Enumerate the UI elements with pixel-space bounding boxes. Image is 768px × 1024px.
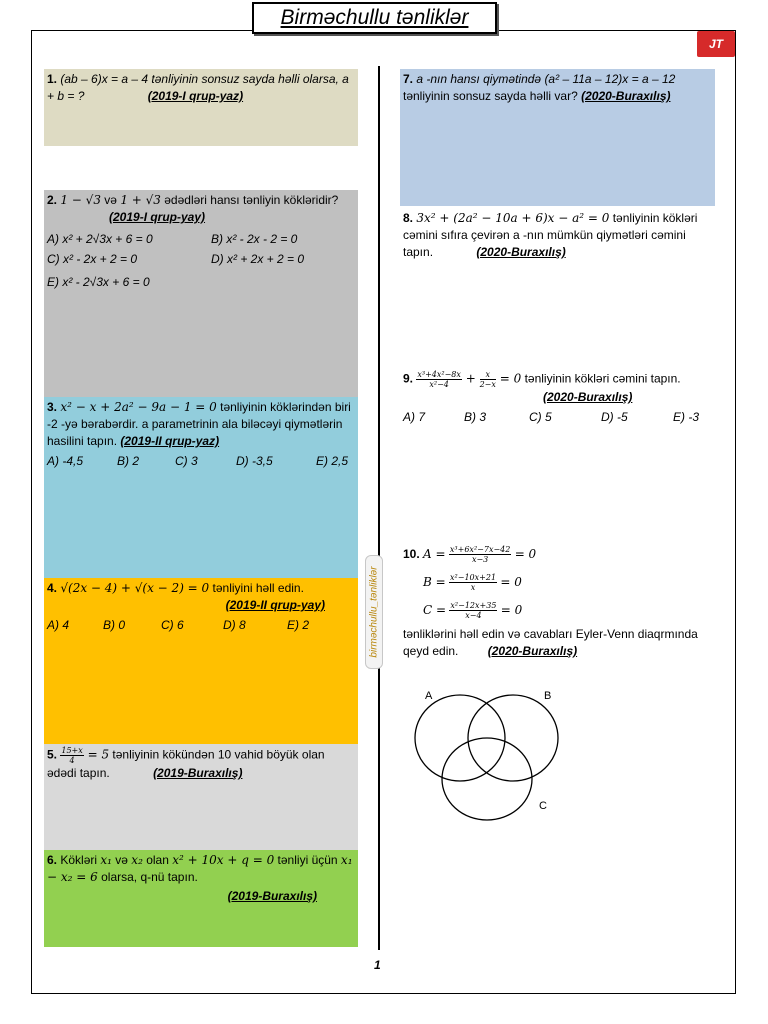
plus-sign: +: [461, 371, 480, 386]
option-a[interactable]: A) -4,5: [47, 454, 84, 468]
question-6: [44, 850, 358, 947]
question-5: [44, 744, 358, 850]
question-number: 7.: [403, 72, 414, 86]
option-d[interactable]: D) x² + 2x + 2 = 0: [211, 252, 305, 266]
question-source: (2019-I qrup-yaz): [147, 89, 244, 103]
question-text: tənliyini həll edin.: [209, 581, 304, 595]
option-d[interactable]: D) 8: [223, 618, 246, 632]
question-source: (2019-II qrup-yaz): [120, 434, 220, 448]
question-4: [44, 578, 358, 744]
option-a[interactable]: A) x² + 2√3x + 6 = 0: [47, 232, 153, 246]
option-b[interactable]: B) 0: [103, 618, 126, 632]
option-c[interactable]: C) 6: [161, 618, 184, 632]
fraction-c: [449, 601, 497, 620]
equation-rest: = 5: [83, 747, 110, 762]
option-b[interactable]: B) 2: [117, 454, 140, 468]
option-d[interactable]: D) -3,5: [236, 454, 273, 468]
fraction-bottom: x−3: [471, 555, 489, 565]
side-tab: [365, 555, 383, 669]
author-badge: JT: [697, 31, 735, 57]
fraction-bottom: x²−4: [429, 380, 449, 389]
question-text: tənliyinin köklərindən biri -2 -yə bərabərdir. a parametrinin ala biləcəyi qiymətlərin hasilini tapın.: [47, 400, 351, 448]
column-divider: [378, 66, 380, 950]
equation: (a² – 11a – 12)x = a – 12: [544, 72, 676, 86]
question-text: (ab – 6)x = a – 4 tənliyinin sonsuz sayda həlli olarsa, a + b = ?: [47, 72, 349, 103]
question-text: tənliyinin kökündən 10 vahid böyük olan ədədi tapın.: [47, 747, 325, 780]
root-x1: x₁: [100, 853, 112, 867]
equation-b-lhs: B =: [423, 575, 446, 589]
option-a[interactable]: A) 7: [403, 410, 426, 424]
question-source: (2019-Buraxılış): [227, 889, 317, 903]
option-e[interactable]: E) x² - 2√3x + 6 = 0: [47, 275, 150, 289]
text-and: və: [111, 853, 132, 867]
question-source: (2020-Buraxılış): [581, 89, 671, 103]
question-number: 5.: [47, 747, 58, 762]
fraction-bottom: x: [470, 583, 476, 593]
option-c[interactable]: C) 3: [175, 454, 198, 468]
question-number: 9.: [403, 371, 414, 386]
question-text: tənliklərini həll edin və cavabları Eyler-Venn diaqrmında qeyd edin.: [403, 627, 698, 658]
question-number: 2.: [47, 193, 58, 207]
fraction-a: [449, 545, 511, 564]
option-c[interactable]: C) 5: [529, 410, 552, 424]
question-text: tənliyinin kökləri cəmini sıfıra çevirən a -nın mümkün qiymətləri cəmini tapın.: [403, 211, 698, 259]
question-7: [400, 69, 715, 206]
equation-c-lhs: C =: [423, 603, 447, 617]
question-number: 8.: [403, 211, 414, 225]
option-b[interactable]: B) x² - 2x - 2 = 0: [211, 232, 298, 246]
page-title: Birməchullu tənliklər: [252, 2, 497, 34]
venn-label-b: B: [544, 690, 552, 702]
option-b[interactable]: B) 3: [464, 410, 487, 424]
equation-rhs: = 0: [500, 575, 522, 589]
text-part-2: tənliyinin sonsuz sayda həlli var?: [403, 89, 578, 103]
option-d[interactable]: D) -5: [601, 410, 628, 424]
question-number: 4.: [47, 581, 58, 595]
question-1: [44, 69, 358, 146]
fraction-top: x: [480, 370, 496, 380]
equation: x² − x + 2a² − 9a − 1 = 0: [60, 400, 217, 414]
fraction-bottom: 4: [69, 756, 75, 765]
question-text: tənliyinin kökləri cəmini tapın.: [521, 371, 681, 386]
condition: x₁ − x₂ = 6: [47, 853, 353, 884]
fraction: [60, 746, 83, 765]
equation: 3x² + (2a² − 10a + 6)x − a² = 0: [416, 211, 610, 225]
fraction-top: x³+4x²−8x: [417, 370, 461, 379]
fraction-two: [480, 370, 496, 389]
question-10: [400, 538, 715, 664]
option-c[interactable]: C) x² - 2x + 2 = 0: [47, 252, 138, 266]
fraction-b: [449, 573, 497, 592]
conjunction: və: [100, 193, 121, 207]
side-tab-label: birməchullu_tənliklər: [368, 566, 380, 658]
equation: x² + 10x + q = 0: [172, 853, 275, 867]
question-9: [400, 368, 715, 438]
text-part-1: a -nın hansı qiymətində: [416, 72, 545, 86]
equation-rhs: = 0: [514, 547, 537, 561]
option-a[interactable]: A) 4: [47, 618, 70, 632]
question-source: (2019-II qrup-yay): [225, 598, 325, 612]
fraction-bottom: x−4: [465, 611, 482, 621]
text-part-1: Kökləri: [60, 853, 101, 867]
venn-label-a: A: [425, 690, 433, 702]
question-number: 1.: [47, 72, 58, 86]
question-number: 6.: [47, 853, 58, 867]
question-source: (2019-I qrup-yay): [109, 210, 206, 224]
question-number: 3.: [47, 400, 58, 414]
venn-circle-c: [442, 738, 532, 820]
option-e[interactable]: E) -3: [673, 410, 700, 424]
fraction-top: x²−10x+21: [450, 573, 497, 583]
text-part-2: olan: [142, 853, 173, 867]
question-8: [400, 208, 715, 268]
fraction-top: 15+x: [61, 746, 83, 755]
page-number: 1: [374, 958, 381, 972]
question-source: (2019-Buraxılış): [153, 766, 243, 780]
question-source: (2020-Buraxılış): [476, 245, 566, 259]
text-part-3: tənliyi üçün: [274, 853, 341, 867]
fraction-top: x³+6x²−7x−42: [449, 545, 511, 555]
number-two: 1 + √3: [120, 193, 161, 207]
venn-diagram: [405, 685, 575, 825]
equation-rhs: = 0: [500, 603, 523, 617]
venn-label-c: C: [539, 800, 547, 812]
question-2: [44, 190, 358, 397]
question-source: (2020-Buraxılış): [487, 644, 578, 658]
root-x2: x₂: [131, 853, 143, 867]
option-e[interactable]: E) 2,5: [316, 454, 349, 468]
question-3: [44, 397, 358, 578]
number-one: 1 − √3: [60, 193, 101, 207]
fraction-bottom: 2−x: [479, 380, 496, 389]
equation-rest: = 0: [495, 371, 522, 386]
text-part-4: olarsa, q-nü tapın.: [97, 870, 198, 884]
question-source: (2020-Buraxılış): [543, 390, 633, 404]
option-e[interactable]: E) 2: [287, 618, 310, 632]
fraction-one: [416, 370, 462, 389]
question-text: ədədləri hansı tənliyin kökləridir?: [160, 193, 339, 207]
question-number: 10.: [403, 547, 420, 561]
equation: √(2x − 4) + √(x − 2) = 0: [60, 581, 210, 595]
equation-a-lhs: A =: [423, 547, 446, 561]
fraction-top: x²−12x+35: [450, 601, 497, 611]
